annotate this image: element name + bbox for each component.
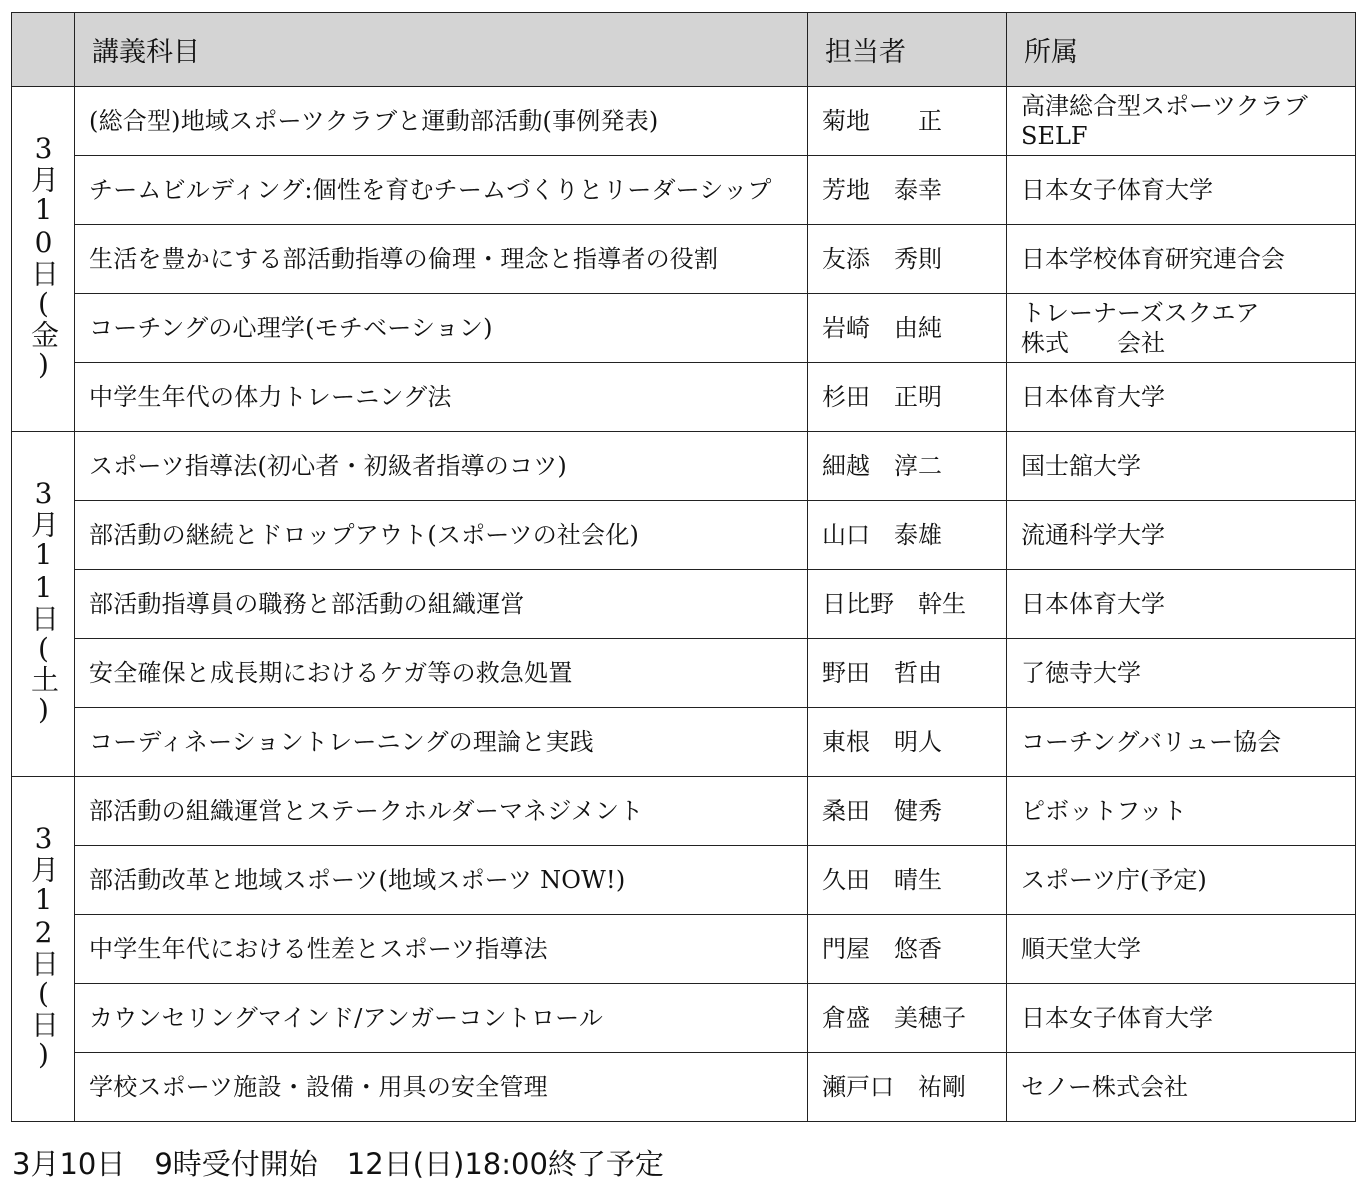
lecturer-cell — [808, 156, 1007, 225]
affiliation-text: 日本体育大学 — [1021, 383, 1165, 411]
lecturer-text: 山口 泰雄 — [822, 521, 942, 549]
affiliation-cell — [1007, 156, 1356, 225]
subject-cell — [75, 501, 808, 570]
subject-cell — [75, 846, 808, 915]
subject-text: 生活を豊かにする部活動指導の倫理・理念と指導者の役割 — [89, 245, 719, 273]
header-affiliation: 所属 — [1007, 13, 1356, 87]
day-cell — [12, 432, 75, 777]
subject-text: チームビルディング:個性を育むチームづくりとリーダーシップ — [89, 176, 772, 204]
affiliation-text: コーチングバリュー協会 — [1021, 728, 1282, 756]
subject-cell — [75, 87, 808, 156]
subject-cell — [75, 708, 808, 777]
lecturer-text: 桑田 健秀 — [822, 797, 942, 825]
lecturer-cell — [808, 432, 1007, 501]
footer-note: 3月10日 9時受付開始 12日(日)18:00終了予定 — [12, 1147, 664, 1181]
lecturer-cell — [808, 639, 1007, 708]
table-row — [12, 915, 1356, 984]
affiliation-text: スポーツ庁(予定) — [1021, 866, 1207, 894]
day-label: 3月12日(日) — [27, 821, 60, 1071]
affiliation-text: SELF — [1021, 122, 1088, 150]
subject-text: 中学生年代の体力トレーニング法 — [89, 383, 452, 411]
affiliation-text: 日本体育大学 — [1021, 590, 1165, 618]
affiliation-cell — [1007, 708, 1356, 777]
affiliation-text: 流通科学大学 — [1021, 521, 1165, 549]
lecturer-text: 細越 淳二 — [822, 452, 942, 480]
table-row — [12, 1053, 1356, 1122]
day-label: 3月11日(土) — [27, 476, 60, 726]
lecturer-text: 菊地 正 — [822, 107, 942, 135]
lecturer-text: 野田 哲由 — [822, 659, 942, 687]
affiliation-text: 株式 会社 — [1021, 329, 1165, 357]
affiliation-cell — [1007, 1053, 1356, 1122]
affiliation-text: ピボットフット — [1021, 797, 1187, 825]
subject-cell — [75, 294, 808, 363]
lecturer-text: 芳地 泰幸 — [822, 176, 942, 204]
subject-text: (総合型)地域スポーツクラブと運動部活動(事例発表) — [89, 107, 659, 135]
subject-text: 中学生年代における性差とスポーツ指導法 — [89, 935, 548, 963]
subject-text: 部活動指導員の職務と部活動の組織運営 — [89, 590, 525, 618]
lecturer-cell — [808, 984, 1007, 1053]
affiliation-text: セノー株式会社 — [1021, 1073, 1189, 1101]
lecturer-cell — [808, 363, 1007, 432]
subject-text: スポーツ指導法(初心者・初級者指導のコツ) — [89, 452, 567, 480]
header-subject: 講義科目 — [75, 13, 808, 87]
header-lecturer: 担当者 — [808, 13, 1007, 87]
lecturer-cell — [808, 501, 1007, 570]
subject-cell — [75, 432, 808, 501]
table-row — [12, 777, 1356, 846]
lecturer-text: 久田 晴生 — [822, 866, 942, 894]
subject-text: コーディネーショントレーニングの理論と実践 — [89, 728, 594, 756]
subject-cell — [75, 915, 808, 984]
affiliation-cell — [1007, 87, 1356, 156]
affiliation-text: 了徳寺大学 — [1021, 659, 1141, 687]
day-cell — [12, 777, 75, 1122]
subject-text: コーチングの心理学(モチベーション) — [89, 314, 493, 342]
schedule-body — [12, 87, 1356, 1122]
table-row — [12, 225, 1356, 294]
lecturer-text: 杉田 正明 — [822, 383, 942, 411]
affiliation-cell — [1007, 432, 1356, 501]
subject-cell — [75, 363, 808, 432]
day-cell — [12, 87, 75, 432]
lecturer-text: 東根 明人 — [822, 728, 942, 756]
lecturer-text: 友添 秀則 — [822, 245, 942, 273]
lecturer-cell — [808, 87, 1007, 156]
lecture-schedule-table — [11, 12, 1356, 1122]
affiliation-cell — [1007, 777, 1356, 846]
table-row — [12, 639, 1356, 708]
affiliation-text: 日本女子体育大学 — [1021, 176, 1213, 204]
table-row — [12, 708, 1356, 777]
lecturer-cell — [808, 915, 1007, 984]
affiliation-text: 順天堂大学 — [1021, 935, 1141, 963]
affiliation-text: 日本女子体育大学 — [1021, 1004, 1213, 1032]
table-row — [12, 87, 1356, 156]
subject-text: 安全確保と成長期におけるケガ等の救急処置 — [89, 659, 573, 687]
lecturer-text: 日比野 幹生 — [822, 590, 966, 618]
affiliation-cell — [1007, 363, 1356, 432]
subject-text: カウンセリングマインド/アンガーコントロール — [89, 1004, 604, 1032]
table-row — [12, 846, 1356, 915]
lecturer-cell — [808, 294, 1007, 363]
subject-cell — [75, 156, 808, 225]
subject-text: 部活動の継続とドロップアウト(スポーツの社会化) — [89, 521, 640, 549]
lecturer-cell — [808, 1053, 1007, 1122]
lecturer-text: 瀬戸口 祐剛 — [822, 1073, 966, 1101]
affiliation-cell — [1007, 225, 1356, 294]
table-header-row — [12, 13, 1356, 87]
subject-text: 学校スポーツ施設・設備・用具の安全管理 — [89, 1073, 548, 1101]
affiliation-cell — [1007, 984, 1356, 1053]
header-date — [12, 13, 75, 87]
affiliation-cell — [1007, 915, 1356, 984]
table-row — [12, 156, 1356, 225]
subject-text: 部活動改革と地域スポーツ(地域スポーツ NOW!) — [89, 866, 626, 894]
lecturer-cell — [808, 777, 1007, 846]
lecturer-text: 倉盛 美穂子 — [822, 1004, 966, 1032]
lecturer-text: 門屋 悠香 — [822, 935, 942, 963]
subject-cell — [75, 984, 808, 1053]
lecturer-cell — [808, 846, 1007, 915]
table-row — [12, 984, 1356, 1053]
table-row — [12, 363, 1356, 432]
lecturer-cell — [808, 708, 1007, 777]
subject-cell — [75, 639, 808, 708]
table-row — [12, 294, 1356, 363]
affiliation-cell — [1007, 846, 1356, 915]
lecturer-cell — [808, 225, 1007, 294]
subject-text: 部活動の組織運営とステークホルダーマネジメント — [89, 797, 644, 825]
affiliation-cell — [1007, 294, 1356, 363]
lecturer-text: 岩崎 由純 — [822, 314, 942, 342]
lecturer-cell — [808, 570, 1007, 639]
affiliation-text: トレーナーズスクエア — [1021, 299, 1260, 327]
subject-cell — [75, 570, 808, 639]
affiliation-cell — [1007, 570, 1356, 639]
table-row — [12, 432, 1356, 501]
subject-cell — [75, 777, 808, 846]
affiliation-cell — [1007, 639, 1356, 708]
table-row — [12, 570, 1356, 639]
affiliation-text: 日本学校体育研究連合会 — [1021, 245, 1285, 273]
table-row — [12, 501, 1356, 570]
affiliation-cell — [1007, 501, 1356, 570]
subject-cell — [75, 1053, 808, 1122]
affiliation-text: 高津総合型スポーツクラブ — [1021, 92, 1308, 120]
day-label: 3月10日(金) — [27, 131, 60, 381]
subject-cell — [75, 225, 808, 294]
affiliation-text: 国士舘大学 — [1021, 452, 1141, 480]
